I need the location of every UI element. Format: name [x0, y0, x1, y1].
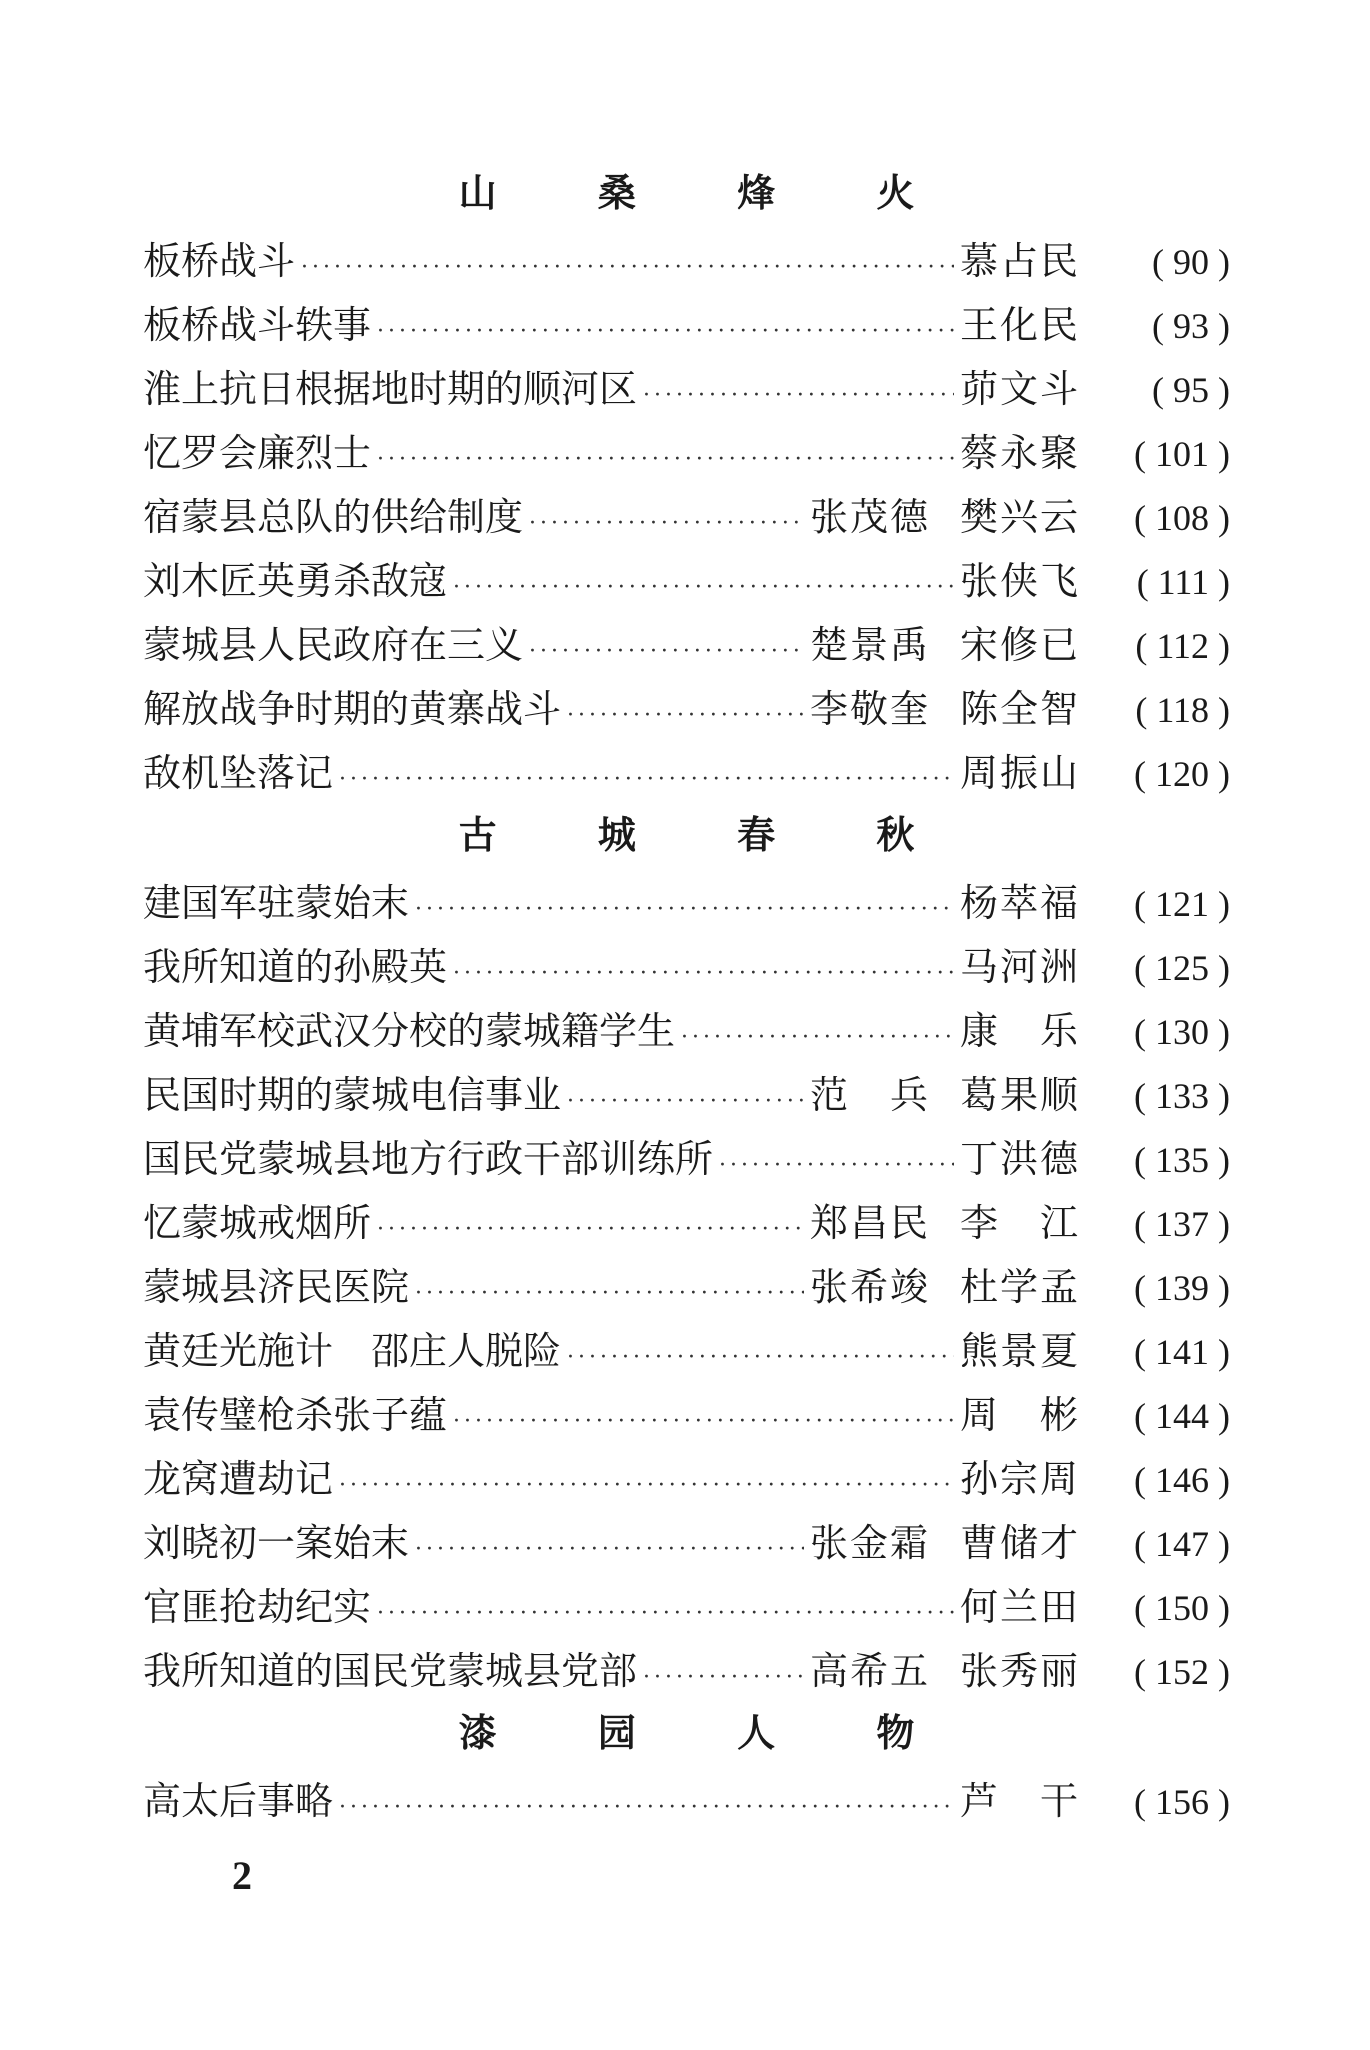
toc-entry	[143, 293, 1230, 357]
dot-leader	[415, 1518, 804, 1582]
dot-leader	[453, 1390, 954, 1454]
toc-entry	[143, 1511, 1230, 1575]
dot-leader	[377, 300, 954, 364]
entry-page: ( 146 )	[1134, 1460, 1230, 1500]
entry-title: 黄廷光施计 邵庄人脱险	[143, 1329, 562, 1373]
entry-page: ( 144 )	[1134, 1396, 1230, 1436]
entry-authors	[810, 1255, 1080, 1319]
toc-entry	[143, 1383, 1230, 1447]
entry-page: ( 139 )	[1134, 1268, 1230, 1308]
entry-authors	[960, 1319, 1080, 1383]
entry-author: 蔡永聚	[959, 431, 1080, 475]
entry-title: 蒙城县济民医院	[143, 1265, 410, 1309]
entry-author: 熊景夏	[959, 1329, 1080, 1373]
entry-page: ( 112 )	[1135, 626, 1230, 666]
entry-authors	[810, 1063, 1080, 1127]
entry-author: 郑昌民	[809, 1201, 930, 1245]
entry-author: 曹储才	[959, 1521, 1080, 1565]
entry-author: 李 江	[959, 1201, 1080, 1245]
entry-title: 官匪抢劫纪实	[143, 1585, 372, 1629]
entry-page: ( 93 )	[1152, 306, 1230, 346]
toc-entry	[143, 1319, 1230, 1383]
section-title: 漆 园 人 物	[458, 1710, 959, 1755]
toc-entry	[143, 677, 1230, 741]
entry-author: 杨萃福	[959, 881, 1080, 925]
entry-title: 建国军驻蒙始末	[143, 881, 410, 925]
entry-authors	[810, 1511, 1080, 1575]
dot-leader	[377, 1582, 954, 1646]
toc-entry	[143, 871, 1230, 935]
entry-page: ( 130 )	[1134, 1012, 1230, 1052]
toc-entry	[143, 357, 1230, 421]
entry-author: 周 彬	[959, 1393, 1080, 1437]
entry-authors	[960, 549, 1080, 613]
entry-authors	[960, 229, 1080, 293]
dot-leader	[529, 492, 804, 556]
entry-authors	[810, 613, 1080, 677]
entry-author: 芦 干	[959, 1779, 1080, 1823]
dot-leader	[377, 1198, 804, 1262]
entry-title: 淮上抗日根据地时期的顺河区	[143, 367, 638, 411]
dot-leader	[415, 878, 954, 942]
entry-authors	[960, 999, 1080, 1063]
entry-author: 楚景禹	[809, 623, 930, 667]
entry-authors	[960, 421, 1080, 485]
page-number: 2	[232, 1853, 252, 1898]
dot-leader	[453, 942, 954, 1006]
dot-leader	[567, 684, 804, 748]
entry-authors	[960, 357, 1080, 421]
entry-page: ( 121 )	[1134, 884, 1230, 924]
entry-author: 葛果顺	[959, 1073, 1080, 1117]
toc-entry	[143, 935, 1230, 999]
entry-author: 何兰田	[959, 1585, 1080, 1629]
entry-title: 忆罗会廉烈士	[143, 431, 372, 475]
dot-leader	[339, 1454, 954, 1518]
toc-entry	[143, 485, 1230, 549]
entry-authors	[960, 1383, 1080, 1447]
toc-entry	[143, 741, 1230, 805]
entry-title: 刘木匠英勇杀敌寇	[143, 559, 448, 603]
entry-authors	[960, 1575, 1080, 1639]
entry-page: ( 111 )	[1136, 562, 1230, 602]
entry-title: 黄埔军校武汉分校的蒙城籍学生	[143, 1009, 676, 1053]
dot-leader	[643, 364, 954, 428]
entry-authors	[960, 1127, 1080, 1191]
entry-authors	[810, 1639, 1080, 1703]
entry-page: ( 141 )	[1134, 1332, 1230, 1372]
entry-page: ( 101 )	[1134, 434, 1230, 474]
entry-authors	[960, 293, 1080, 357]
entry-author: 张侠飞	[959, 559, 1080, 603]
entry-authors	[810, 1191, 1080, 1255]
entry-author: 陈全智	[959, 687, 1080, 731]
entry-title: 蒙城县人民政府在三义	[143, 623, 524, 667]
entry-title: 我所知道的国民党蒙城县党部	[143, 1649, 638, 1693]
entry-author: 张茂德	[809, 495, 930, 539]
entry-title: 我所知道的孙殿英	[143, 945, 448, 989]
dot-leader	[567, 1326, 954, 1390]
entry-author: 张金霜	[809, 1521, 930, 1565]
entry-author: 孙宗周	[959, 1457, 1080, 1501]
dot-leader	[681, 1006, 954, 1070]
entry-title: 刘晓初一案始末	[143, 1521, 410, 1565]
toc-entry	[143, 1769, 1230, 1833]
entry-title: 国民党蒙城县地方行政干部训练所	[143, 1137, 714, 1181]
entry-page: ( 108 )	[1134, 498, 1230, 538]
section-title: 古 城 春 秋	[458, 812, 959, 857]
entry-title: 敌机坠落记	[143, 751, 334, 795]
entry-authors	[960, 741, 1080, 805]
dot-leader	[453, 556, 954, 620]
entry-author: 康 乐	[959, 1009, 1080, 1053]
toc-entry	[143, 1127, 1230, 1191]
toc-entry	[143, 1255, 1230, 1319]
entry-author: 宋修已	[959, 623, 1080, 667]
dot-leader	[567, 1070, 804, 1134]
entry-authors	[960, 1447, 1080, 1511]
toc-entry	[143, 229, 1230, 293]
table-of-contents	[143, 163, 1230, 1833]
entry-authors	[960, 871, 1080, 935]
toc-entry	[143, 1063, 1230, 1127]
entry-author: 丁洪德	[959, 1137, 1080, 1181]
entry-title: 宿蒙县总队的供给制度	[143, 495, 524, 539]
entry-author: 范 兵	[809, 1073, 930, 1117]
toc-entry	[143, 421, 1230, 485]
entry-author: 张秀丽	[959, 1649, 1080, 1693]
dot-leader	[415, 1262, 804, 1326]
toc-entry	[143, 1639, 1230, 1703]
entry-author: 张希竣	[809, 1265, 930, 1309]
entry-title: 龙窝遭劫记	[143, 1457, 334, 1501]
dot-leader	[301, 236, 954, 300]
entry-author: 杜学孟	[959, 1265, 1080, 1309]
entry-page: ( 90 )	[1152, 242, 1230, 282]
toc-entry	[143, 613, 1230, 677]
entry-page: ( 95 )	[1152, 370, 1230, 410]
entry-author: 高希五	[809, 1649, 930, 1693]
entry-page: ( 125 )	[1134, 948, 1230, 988]
entry-title: 解放战争时期的黄寨战斗	[143, 687, 562, 731]
toc-entry	[143, 1575, 1230, 1639]
entry-title: 板桥战斗	[143, 239, 296, 283]
toc-entry	[143, 1447, 1230, 1511]
toc-entry	[143, 549, 1230, 613]
toc-entry	[143, 1191, 1230, 1255]
entry-title: 民国时期的蒙城电信事业	[143, 1073, 562, 1117]
dot-leader	[339, 1776, 954, 1840]
entry-author: 樊兴云	[959, 495, 1080, 539]
dot-leader	[339, 748, 954, 812]
toc-entry	[143, 999, 1230, 1063]
dot-leader	[377, 428, 954, 492]
entry-author: 李敬奎	[809, 687, 930, 731]
entry-page: ( 118 )	[1135, 690, 1230, 730]
entry-author: 王化民	[959, 303, 1080, 347]
entry-authors	[960, 1769, 1080, 1833]
entry-page: ( 135 )	[1134, 1140, 1230, 1180]
entry-authors	[960, 935, 1080, 999]
dot-leader	[643, 1646, 804, 1710]
entry-author: 周振山	[959, 751, 1080, 795]
entry-author: 茆文斗	[959, 367, 1080, 411]
entry-page: ( 120 )	[1134, 754, 1230, 794]
entry-page: ( 147 )	[1134, 1524, 1230, 1564]
entry-author: 慕占民	[959, 239, 1080, 283]
entry-title: 忆蒙城戒烟所	[143, 1201, 372, 1245]
entry-authors	[810, 485, 1080, 549]
dot-leader	[529, 620, 804, 684]
entry-page: ( 150 )	[1134, 1588, 1230, 1628]
entry-authors	[810, 677, 1080, 741]
entry-page: ( 137 )	[1134, 1204, 1230, 1244]
entry-page: ( 152 )	[1134, 1652, 1230, 1692]
entry-title: 高太后事略	[143, 1779, 334, 1823]
entry-page: ( 156 )	[1134, 1782, 1230, 1822]
section-title: 山 桑 烽 火	[458, 170, 959, 215]
entry-page: ( 133 )	[1134, 1076, 1230, 1116]
entry-title: 袁传璧枪杀张子蕴	[143, 1393, 448, 1437]
dot-leader	[719, 1134, 954, 1198]
entry-author: 马河洲	[959, 945, 1080, 989]
entry-title: 板桥战斗轶事	[143, 303, 372, 347]
